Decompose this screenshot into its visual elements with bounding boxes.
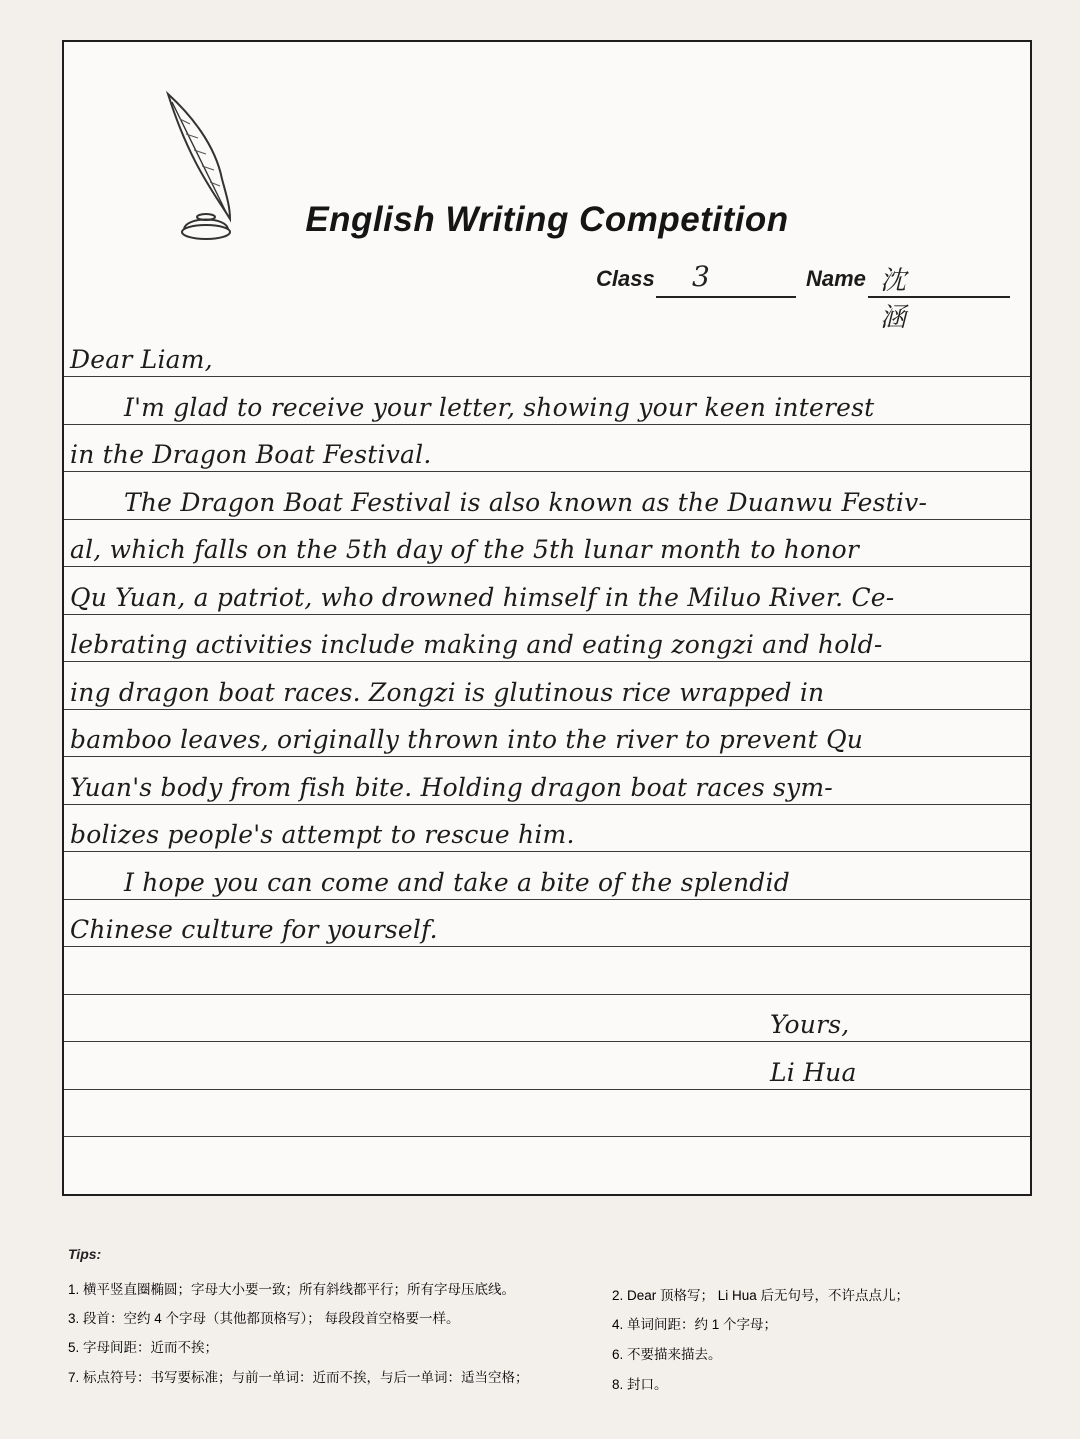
letter-line: bolizes people's attempt to rescue him. (70, 820, 575, 849)
tips-section (68, 1246, 101, 1262)
ruled-line (64, 614, 1030, 615)
ruled-line (64, 566, 1030, 567)
tip-item: 4. 单词间距：约 1 个字母； (612, 1317, 778, 1332)
ruled-line (64, 994, 1030, 995)
letter-line: The Dragon Boat Festival is also known as the Duanwu Festiv- (124, 487, 928, 517)
tip-item: 7. 标点符号：书写要标准；与前一单词：近而不挨，与后一单词：适当空格； (68, 1370, 529, 1385)
letter-line: Li Hua (770, 1057, 857, 1087)
letter-line: al, which falls on the 5th day of the 5th lunar month to honor (70, 535, 860, 564)
letter-line: Dear Liam, (70, 345, 213, 374)
class-value: 3 (692, 260, 710, 293)
name-value: 沈涵 (880, 266, 907, 333)
letter-line: ing dragon boat races. Zongzi is glutinous rice wrapped in (70, 677, 825, 707)
ruled-line (64, 709, 1030, 710)
letter-line: lebrating activities include making and eating zongzi and hold- (70, 630, 883, 659)
tip-item: 1. 横平竖直圈椭圆；字母大小要一致；所有斜线都平行；所有字母压底线。 (68, 1282, 516, 1297)
letter-line: Yours, (770, 1010, 850, 1039)
ruled-line (64, 1089, 1030, 1090)
letter-line: I hope you can come and take a bite of the splendid (124, 867, 790, 897)
ruled-line (64, 1136, 1030, 1137)
ruled-line (64, 804, 1030, 805)
ruled-line (64, 376, 1030, 377)
letter-line: bamboo leaves, originally thrown into the river to prevent Qu (70, 725, 864, 754)
ruled-line (64, 756, 1030, 757)
class-blank (656, 296, 796, 298)
tip-item: 3. 段首：空约 4 个字母（其他都顶格写）； 每段段首空格要一样。 (68, 1311, 460, 1326)
letter-line: Yuan's body from fish bite. Holding dragon boat races sym- (70, 772, 833, 802)
class-label: Class (596, 266, 655, 291)
ruled-line (64, 424, 1030, 425)
letter-line: in the Dragon Boat Festival. (70, 440, 432, 469)
ruled-line (64, 661, 1030, 662)
ruled-line (64, 946, 1030, 947)
tips-title: Tips: (68, 1246, 102, 1262)
tip-item: 6. 不要描来描去。 (612, 1347, 722, 1362)
writing-sheet (62, 40, 1032, 1196)
ruled-line (64, 471, 1030, 472)
page-title: English Writing Competition (305, 200, 789, 239)
ruled-line (64, 899, 1030, 900)
ruled-line (64, 851, 1030, 852)
ruled-line (64, 519, 1030, 520)
letter-line: Qu Yuan, a patriot, who drowned himself in the Miluo River. Ce- (70, 582, 895, 612)
ruled-line (64, 1041, 1030, 1042)
tip-item: 5. 字母间距：近而不挨； (68, 1340, 219, 1355)
name-label: Name (806, 266, 866, 291)
letter-line: Chinese culture for yourself. (70, 915, 438, 944)
letter-line: I'm glad to receive your letter, showing your keen interest (124, 392, 875, 422)
tip-item: 8. 封口。 (612, 1377, 668, 1392)
tip-item: 2. Dear 顶格写； Li Hua 后无句号，不许点点儿； (612, 1288, 910, 1303)
